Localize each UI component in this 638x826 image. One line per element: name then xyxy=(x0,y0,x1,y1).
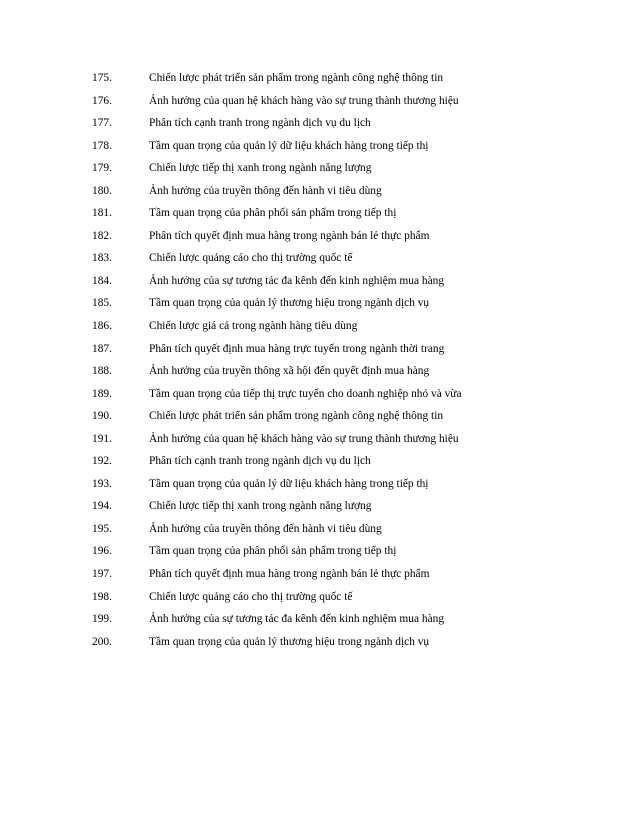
list-item xyxy=(0,206,638,229)
list-item xyxy=(0,567,638,590)
item-text: Phân tích quyết định mua hàng trong ngành bán lẻ thực phẩm xyxy=(149,568,430,581)
item-number: 197. xyxy=(92,568,112,581)
list-item xyxy=(0,499,638,522)
item-text: Chiến lược giá cả trong ngành hàng tiêu dùng xyxy=(149,320,358,333)
item-number: 195. xyxy=(92,522,112,535)
list-item xyxy=(0,477,638,500)
item-number: 179. xyxy=(92,162,112,175)
list-item xyxy=(0,161,638,184)
item-text: Ảnh hưởng của truyền thông xã hội đến quyết định mua hàng xyxy=(149,365,430,378)
item-number: 187. xyxy=(92,342,112,355)
item-number: 190. xyxy=(92,410,112,423)
item-text: Chiến lược phát triển sản phẩm trong ngành công nghệ thông tin xyxy=(149,410,444,423)
list-item xyxy=(0,139,638,162)
item-text: Phân tích quyết định mua hàng trực tuyến trong ngành thời trang xyxy=(149,342,445,355)
list-item xyxy=(0,409,638,432)
item-number: 189. xyxy=(92,387,112,400)
list-item xyxy=(0,635,638,658)
item-text: Chiến lược quảng cáo cho thị trường quốc tế xyxy=(149,252,353,265)
list-item xyxy=(0,590,638,613)
list-item xyxy=(0,364,638,387)
list-item xyxy=(0,251,638,274)
item-text: Tầm quan trọng của tiếp thị trực tuyến cho doanh nghiệp nhỏ và vừa xyxy=(149,387,462,400)
list-item xyxy=(0,612,638,635)
list-item xyxy=(0,387,638,410)
item-text: Chiến lược quảng cáo cho thị trường quốc tế xyxy=(149,590,353,603)
item-number: 196. xyxy=(92,545,112,558)
item-text: Phân tích cạnh tranh trong ngành dịch vụ du lịch xyxy=(149,455,371,468)
list-item xyxy=(0,454,638,477)
item-number: 192. xyxy=(92,455,112,468)
item-number: 200. xyxy=(92,635,112,648)
item-text: Phân tích cạnh tranh trong ngành dịch vụ du lịch xyxy=(149,117,371,130)
item-text: Ảnh hưởng của sự tương tác đa kênh đến kinh nghiệm mua hàng xyxy=(149,613,445,626)
item-number: 177. xyxy=(92,117,112,130)
topic-list xyxy=(0,71,638,657)
item-number: 184. xyxy=(92,274,112,287)
item-number: 176. xyxy=(92,94,112,107)
item-text: Tầm quan trọng của phân phối sản phẩm trong tiếp thị xyxy=(149,207,397,220)
item-number: 198. xyxy=(92,590,112,603)
item-text: Tầm quan trọng của quản lý dữ liệu khách hàng trong tiếp thị xyxy=(149,477,429,490)
item-number: 193. xyxy=(92,477,112,490)
list-item xyxy=(0,522,638,545)
list-item xyxy=(0,184,638,207)
list-item xyxy=(0,544,638,567)
item-text: Tầm quan trọng của quản lý thương hiệu trong ngành dịch vụ xyxy=(149,297,430,310)
item-text: Tầm quan trọng của quản lý thương hiệu trong ngành dịch vụ xyxy=(149,635,430,648)
list-item xyxy=(0,296,638,319)
item-number: 199. xyxy=(92,613,112,626)
list-item xyxy=(0,94,638,117)
item-number: 185. xyxy=(92,297,112,310)
item-text: Ảnh hưởng của sự tương tác đa kênh đến kinh nghiệm mua hàng xyxy=(149,274,445,287)
item-number: 183. xyxy=(92,252,112,265)
item-text: Ảnh hưởng của truyền thông đến hành vi tiêu dùng xyxy=(149,522,382,535)
item-number: 175. xyxy=(92,72,112,84)
item-number: 191. xyxy=(92,432,112,445)
item-text: Chiến lược tiếp thị xanh trong ngành năng lượng xyxy=(149,162,372,175)
item-number: 178. xyxy=(92,139,112,152)
item-text: Ảnh hưởng của quan hệ khách hàng vào sự trung thành thương hiệu xyxy=(149,432,459,445)
list-item xyxy=(0,432,638,455)
item-text: Ảnh hưởng của truyền thông đến hành vi tiêu dùng xyxy=(149,184,382,197)
list-item xyxy=(0,71,638,94)
item-text: Tầm quan trọng của quản lý dữ liệu khách hàng trong tiếp thị xyxy=(149,139,429,152)
list-item xyxy=(0,319,638,342)
item-number: 181. xyxy=(92,207,112,220)
item-text: Chiến lược phát triển sản phẩm trong ngành công nghệ thông tin xyxy=(149,72,444,84)
list-item xyxy=(0,342,638,365)
item-text: Chiến lược tiếp thị xanh trong ngành năng lượng xyxy=(149,500,372,513)
list-item xyxy=(0,116,638,139)
item-text: Phân tích quyết định mua hàng trong ngành bán lẻ thực phẩm xyxy=(149,229,430,242)
item-text: Tầm quan trọng của phân phối sản phẩm trong tiếp thị xyxy=(149,545,397,558)
list-item xyxy=(0,229,638,252)
item-number: 186. xyxy=(92,320,112,333)
item-number: 180. xyxy=(92,184,112,197)
item-number: 182. xyxy=(92,229,112,242)
list-item xyxy=(0,274,638,297)
item-text: Ảnh hưởng của quan hệ khách hàng vào sự trung thành thương hiệu xyxy=(149,94,459,107)
item-number: 194. xyxy=(92,500,112,513)
item-number: 188. xyxy=(92,365,112,378)
